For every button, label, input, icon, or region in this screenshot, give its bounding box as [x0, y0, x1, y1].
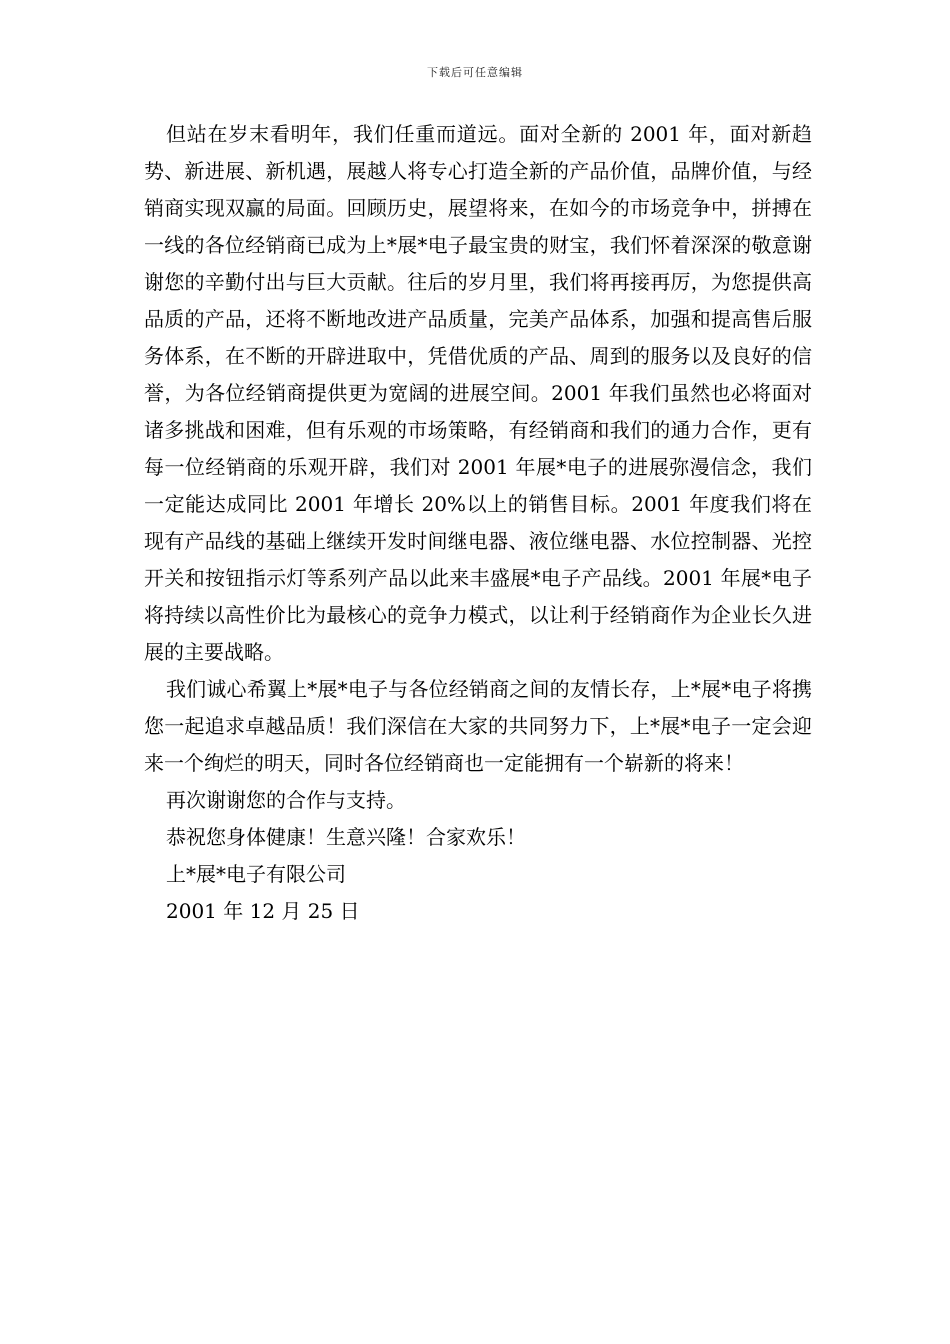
page-header: 下载后可任意编辑	[427, 66, 523, 79]
paragraph-outlook: 但站在岁末看明年，我们任重而道远。面对全新的 2001 年，面对新趋势、新进展、新机遇，展越人将专心打造全新的产品价值，品牌价值，与经销商实现双赢的局面。回顾历史，展望将来，在如今的市场竞争中，拼搏在一线的各位经销商已成为上*展*电子最宝贵的财宝，我们怀着深深的敬意谢谢您的辛勤付出与巨大贡献。往后的岁月里，我们将再接再厉，为您提供高品质的产品，还将不断地改进产品质量，完美产品体系，加强和提高售后服务体系，在不断的开辟进取中，凭借优质的产品、周到的服务以及良好的信誉，为各位经销商提供更为宽阔的进展空间。2001 年我们虽然也必将面对诸多挑战和困难，但有乐观的市场策略，有经销商和我们的通力合作，更有每一位经销商的乐观开辟，我们对 2001 年展*电子的进展弥漫信念，我们一定能达成同比 2001 年增长 20%以上的销售目标。2001 年度我们将在现有产品线的基础上继续开发时间继电器、液位继电器、水位控制器、光控开关和按钮指示灯等系列产品以此来丰盛展*电子产品线。2001 年展*电子将持续以高性价比为最核心的竞争力模式，以让利于经销商作为企业长久进展的主要战略。	[144, 122, 812, 664]
signature-company: 上*展*电子有限公司	[166, 862, 346, 886]
letter-body	[144, 116, 812, 930]
wishes-line: 恭祝您身体健康！生意兴隆！合家欢乐！	[166, 825, 526, 849]
signature-date: 2001 年 12 月 25 日	[166, 899, 360, 923]
thanks-line: 再次谢谢您的合作与支持。	[166, 788, 406, 812]
paragraph-friendship: 我们诚心希翼上*展*电子与各位经销商之间的友情长存，上*展*电子将携您一起追求卓越品质！我们深信在大家的共同努力下，上*展*电子一定会迎来一个绚烂的明天，同时各位经销商也一定能拥有一个崭新的将来！	[144, 677, 812, 775]
